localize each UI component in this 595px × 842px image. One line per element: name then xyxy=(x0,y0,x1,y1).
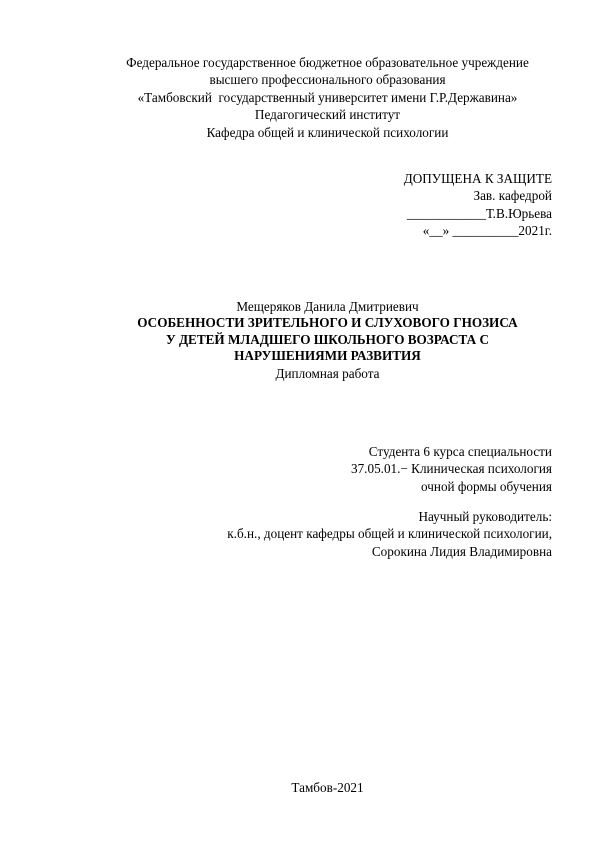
work-title-block xyxy=(60,298,595,382)
institution-header xyxy=(60,54,595,141)
work-type: Дипломная работа xyxy=(275,365,380,381)
department-name: Кафедра общей и клинической психологии xyxy=(206,124,449,140)
student-info xyxy=(351,443,552,495)
work-title xyxy=(60,315,595,364)
university-name: «Тамбовский государственный университет имени Г.Р.Державина» xyxy=(137,89,518,105)
approval-signature: ____________Т.В.Юрьева xyxy=(406,205,552,221)
approval-block xyxy=(404,170,552,240)
author-name: Мещеряков Данила Дмитриевич xyxy=(236,299,419,314)
student-course: Студента 6 курса специальности xyxy=(368,444,552,459)
approval-position: Зав. кафедрой xyxy=(473,188,552,204)
institution-type: Федеральное государственное бюджетное образовательное учреждение xyxy=(126,55,529,70)
institution-level: высшего профессионального образования xyxy=(209,72,446,88)
supervisor-label: Научный руководитель: xyxy=(418,509,552,524)
approval-status: ДОПУЩЕНА К ЗАЩИТЕ xyxy=(403,171,552,186)
approval-date: «__» __________2021г. xyxy=(422,223,552,239)
student-specialty: 37.05.01.− Клиническая психология xyxy=(350,461,552,477)
student-study-form: очной формы обучения xyxy=(421,478,552,494)
work-title-line-1: ОСОБЕННОСТИ ЗРИТЕЛЬНОГО И СЛУХОВОГО ГНОЗИСА xyxy=(137,315,518,331)
work-title-line-2: У ДЕТЕЙ МЛАДШЕГО ШКОЛЬНОГО ВОЗРАСТА С xyxy=(166,331,489,347)
institute-name: Педагогический институт xyxy=(254,107,401,123)
supervisor-position: к.б.н., доцент кафедры общей и клинической психологии, xyxy=(227,526,552,542)
city-year: Тамбов-2021 xyxy=(291,780,364,795)
supervisor-name: Сорокина Лидия Владимировна xyxy=(371,543,552,559)
work-title-line-3: НАРУШЕНИЯМИ РАЗВИТИЯ xyxy=(234,348,421,364)
supervisor-info xyxy=(227,508,552,560)
